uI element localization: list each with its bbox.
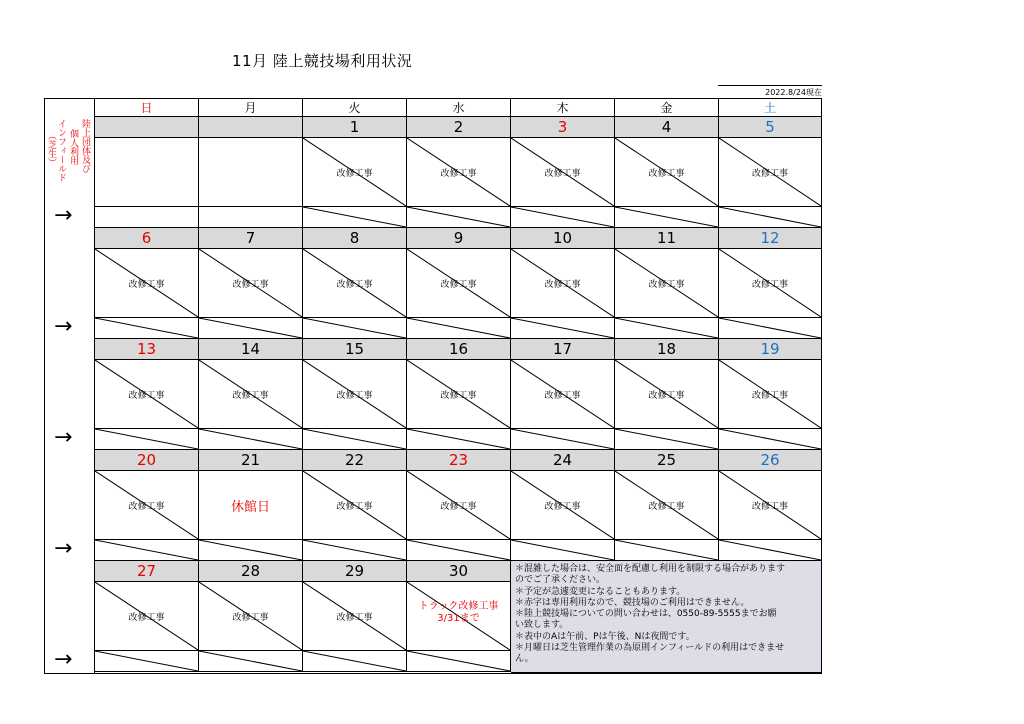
track-work-until: 3/31まで [437,613,480,624]
schedule-label: 改修工事 [128,279,165,290]
side-label-line4: （芝生） [46,131,56,167]
day-number: 28 [199,561,303,582]
diagonal-line [303,207,406,227]
day-cell [95,138,199,207]
day-night-slot [199,651,303,672]
schedule-label: 改修工事 [232,390,269,401]
schedule-label: 改修工事 [544,390,581,401]
diagonal-line [199,429,302,449]
day-night-slot [407,429,511,450]
diagonal-line [199,540,302,560]
weekday-header: 火 [303,99,407,117]
note-line: い致します。 [515,620,569,631]
day-cell [719,249,822,318]
diagonal-line [407,651,510,671]
note-line: ＊混雑した場合は、安全面を配慮し利用を制限する場合があります [515,564,786,574]
day-number: 1 [303,117,407,138]
diagonal-line [511,429,614,449]
side-label-column [45,99,95,673]
day-night-slot [95,207,199,228]
arrow-icon: → [54,647,73,672]
weekday-header: 土 [719,99,822,117]
calendar-table [44,98,822,674]
diagonal-line [303,540,406,560]
day-cell [303,249,407,318]
day-cell [407,360,511,429]
day-night-slot [407,207,511,228]
note-line: ＊赤字は専用利用なので、競技場のご利用はできません。 [515,597,750,608]
day-night-slot [719,207,822,228]
diagonal-line [719,207,821,227]
as-of-date: 2022.8/24現在 [718,85,822,98]
note-line: のでご了承ください。 [515,575,606,586]
schedule-label: 改修工事 [440,279,477,290]
day-number: 13 [95,339,199,360]
diagonal-line [303,651,406,671]
day-night-slot [199,318,303,339]
day-night-slot [303,318,407,339]
day-cell [511,249,615,318]
day-cell [95,471,199,540]
day-night-slot [511,207,615,228]
side-label-line3: インフィールド [56,119,66,182]
diagonal-line [615,540,718,560]
day-number: 12 [719,228,822,249]
closed-label: 休館日 [230,499,270,515]
day-night-slot [511,429,615,450]
day-cell [407,138,511,207]
schedule-label: 改修工事 [648,279,685,290]
day-night-slot [199,429,303,450]
weekday-header: 金 [615,99,719,117]
diagonal-line [95,540,198,560]
day-number: 9 [407,228,511,249]
day-night-slot [407,651,511,672]
day-number: 11 [615,228,719,249]
weekday-header: 月 [199,99,303,117]
diagonal-line [407,318,510,338]
day-number: 21 [199,450,303,471]
schedule-label: 改修工事 [544,501,581,512]
day-night-slot [95,318,199,339]
day-number: 26 [719,450,822,471]
schedule-label: 改修工事 [128,501,165,512]
note-line: ＊表中のAは午前、Pは午後、Nは夜間です。 [515,631,695,642]
schedule-label: 改修工事 [751,501,788,512]
diagonal-line [511,318,614,338]
day-night-slot [511,540,615,561]
weekday-header: 水 [407,99,511,117]
day-cell [407,471,511,540]
diagonal-line [407,540,510,560]
diagonal-line [95,429,198,449]
day-cell [407,249,511,318]
schedule-label: 改修工事 [336,390,373,401]
day-number: 18 [615,339,719,360]
day-cell [199,138,303,207]
day-night-slot [615,540,719,561]
day-number: 20 [95,450,199,471]
schedule-label: 改修工事 [128,612,165,623]
schedule-label: 改修工事 [440,168,477,179]
day-cell [615,360,719,429]
note-line: ＊月曜日は芝生管理作業の為原則インフィールドの利用はできませ [515,643,785,654]
weekday-header: 日 [95,99,199,117]
schedule-label: 改修工事 [336,279,373,290]
diagonal-line [615,318,718,338]
day-cell [407,582,511,651]
day-cell [719,471,822,540]
arrow-icon: → [54,536,73,561]
day-night-slot [95,651,199,672]
schedule-label: 改修工事 [336,168,373,179]
arrow-icon: → [54,203,73,228]
day-number: 8 [303,228,407,249]
diagonal-line [615,207,718,227]
day-number [95,117,199,138]
day-cell [719,360,822,429]
day-night-slot [615,318,719,339]
day-number: 2 [407,117,511,138]
schedule-label: 改修工事 [128,390,165,401]
diagonal-line [719,540,821,560]
schedule-label: 改修工事 [751,390,788,401]
weekday-header: 木 [511,99,615,117]
day-number: 10 [511,228,615,249]
schedule-label: 改修工事 [232,612,269,623]
note-line: ん。 [515,654,534,665]
diagonal-line [719,318,821,338]
day-cell [199,249,303,318]
day-night-slot [303,429,407,450]
day-number: 25 [615,450,719,471]
day-night-slot [407,540,511,561]
day-number: 30 [407,561,511,582]
diagonal-line [407,207,510,227]
note-line: ＊陸上競技場についての問い合わせは、0550-89-5555までお願 [515,609,777,620]
page-title: 11月 陸上競技場利用状況 [232,52,413,70]
day-cell [615,138,719,207]
diagonal-line [199,318,302,338]
day-cell [95,249,199,318]
day-number: 24 [511,450,615,471]
day-cell [719,138,822,207]
note-line: ＊予定が急遽変更になることもあります。 [515,586,686,597]
diagonal-line [719,429,821,449]
day-night-slot [407,318,511,339]
day-cell [303,471,407,540]
day-number: 14 [199,339,303,360]
day-number: 19 [719,339,822,360]
day-number [199,117,303,138]
day-number: 7 [199,228,303,249]
schedule-label: 改修工事 [751,168,788,179]
schedule-label: 改修工事 [440,390,477,401]
day-number: 15 [303,339,407,360]
day-number: 4 [615,117,719,138]
side-label-line2: 個人利用 [68,129,78,165]
day-cell [303,582,407,651]
day-number: 5 [719,117,822,138]
day-number: 22 [303,450,407,471]
day-night-slot [511,318,615,339]
day-number: 29 [303,561,407,582]
day-night-slot [719,429,822,450]
day-number: 6 [95,228,199,249]
day-night-slot [303,651,407,672]
diagonal-line [95,318,198,338]
day-cell [95,582,199,651]
schedule-label: 改修工事 [648,501,685,512]
day-night-slot [719,540,822,561]
day-cell [199,360,303,429]
schedule-label: 改修工事 [544,279,581,290]
day-cell [303,138,407,207]
schedule-label: 改修工事 [232,279,269,290]
day-cell [615,471,719,540]
day-cell [511,138,615,207]
day-cell [95,360,199,429]
day-night-slot [303,540,407,561]
day-night-slot [95,540,199,561]
arrow-icon: → [54,425,73,450]
day-night-slot [95,429,199,450]
day-night-slot [199,540,303,561]
day-night-slot [615,207,719,228]
diagonal-line [407,429,510,449]
side-label-line1: 陸上団体及び [80,119,90,173]
schedule-label [419,601,499,625]
schedule-label: 改修工事 [751,279,788,290]
schedule-label: 改修工事 [648,168,685,179]
diagonal-line [615,429,718,449]
day-night-slot [303,207,407,228]
schedule-label: 改修工事 [440,501,477,512]
diagonal-line [303,318,406,338]
notes-box [511,561,822,673]
day-number: 16 [407,339,511,360]
diagonal-line [511,207,614,227]
day-number: 17 [511,339,615,360]
schedule-label: 改修工事 [544,168,581,179]
schedule-label: 改修工事 [336,612,373,623]
day-night-slot [615,429,719,450]
day-cell [511,471,615,540]
diagonal-line [95,651,198,671]
day-cell [199,471,303,540]
schedule-label: 改修工事 [648,390,685,401]
day-cell [511,360,615,429]
schedule-label: 改修工事 [336,501,373,512]
track-work-label: トラック改修工事 [418,601,499,612]
day-cell [303,360,407,429]
arrow-icon: → [54,314,73,339]
day-number: 27 [95,561,199,582]
diagonal-line [303,429,406,449]
day-number: 3 [511,117,615,138]
diagonal-line [199,651,302,671]
day-night-slot [199,207,303,228]
day-number: 23 [407,450,511,471]
day-cell [615,249,719,318]
day-cell [199,582,303,651]
day-night-slot [719,318,822,339]
diagonal-line [511,540,614,560]
